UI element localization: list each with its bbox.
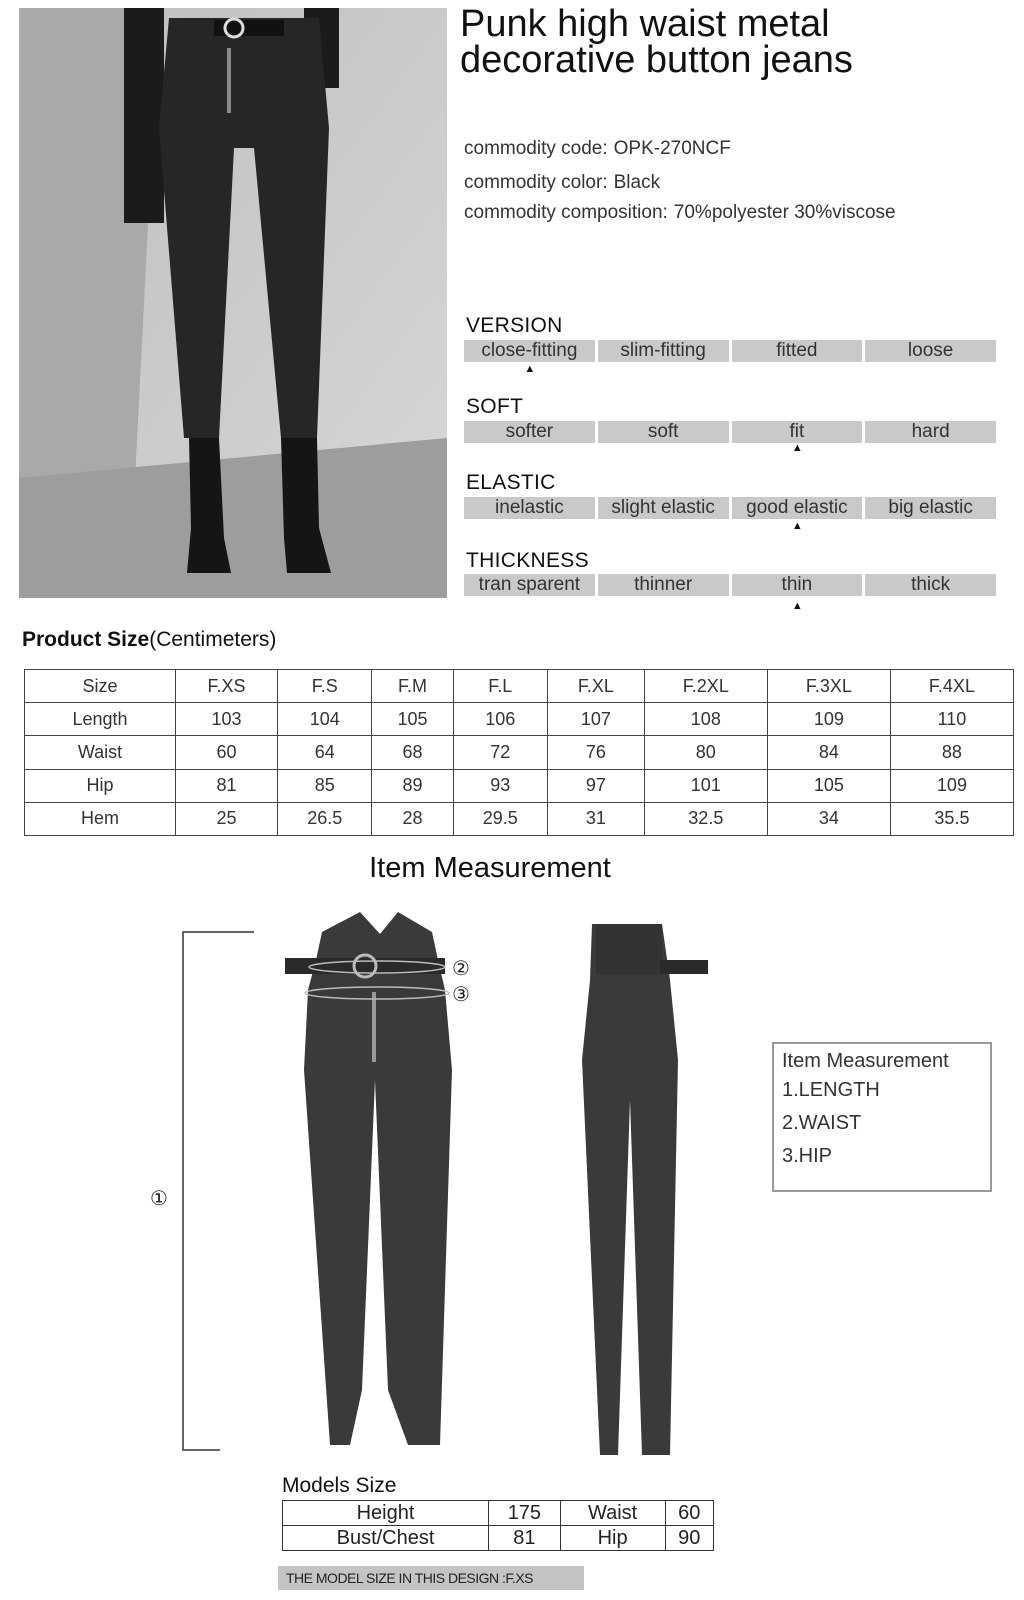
- table-cell: 108: [644, 703, 767, 736]
- table-row: [25, 670, 1014, 703]
- table-cell: 84: [767, 736, 890, 769]
- table-cell: 109: [767, 703, 890, 736]
- table-cell: 104: [278, 703, 372, 736]
- version-option: fitted: [732, 340, 863, 362]
- soft-selected-marker-icon: ▲: [791, 442, 803, 454]
- table-cell: 101: [644, 769, 767, 802]
- table-cell: 34: [767, 802, 890, 835]
- soft-scale: [464, 421, 996, 443]
- size-chart-heading-bold: Product Size: [22, 628, 150, 651]
- elastic-option: inelastic: [464, 497, 595, 519]
- commodity-code-value: OPK-270NCF: [613, 138, 731, 159]
- table-cell: 110: [890, 703, 1013, 736]
- table-cell: 60: [665, 1501, 714, 1526]
- soft-label: SOFT: [466, 395, 524, 418]
- product-photo: [19, 8, 447, 598]
- length-marker-label: ①: [150, 1188, 168, 1210]
- table-cell: 60: [176, 736, 278, 769]
- elastic-selected-marker-icon: ▲: [791, 520, 803, 532]
- table-cell: 90: [665, 1526, 714, 1551]
- table-row: [25, 703, 1014, 736]
- soft-option: softer: [464, 421, 595, 443]
- table-cell: 109: [890, 769, 1013, 802]
- table-cell: 80: [644, 736, 767, 769]
- table-cell: 32.5: [644, 802, 767, 835]
- commodity-color-label: commodity color:: [464, 172, 608, 193]
- thickness-label: THICKNESS: [466, 549, 589, 572]
- table-cell: 103: [176, 703, 278, 736]
- row-label: Length: [25, 703, 176, 736]
- table-cell: 93: [453, 769, 547, 802]
- size-header-cell: F.M: [372, 670, 453, 703]
- soft-option: soft: [598, 421, 729, 443]
- models-size-heading: Models Size: [282, 1474, 397, 1497]
- thickness-scale: [464, 574, 996, 596]
- commodity-color-value: Black: [613, 172, 661, 193]
- legend-item: 2.WAIST: [782, 1112, 862, 1134]
- table-cell: 64: [278, 736, 372, 769]
- table-cell: 105: [372, 703, 453, 736]
- table-cell: Waist: [560, 1501, 665, 1526]
- legend-item: 3.HIP: [782, 1145, 833, 1167]
- table-cell: 88: [890, 736, 1013, 769]
- thickness-selected-marker-icon: ▲: [791, 600, 803, 612]
- thickness-option: thick: [865, 574, 996, 596]
- measurement-legend: [772, 1042, 992, 1192]
- thickness-option: thin: [732, 574, 863, 596]
- table-cell: Hip: [560, 1526, 665, 1551]
- soft-option: fit: [732, 421, 863, 443]
- size-header-cell: F.XS: [176, 670, 278, 703]
- table-row: [25, 769, 1014, 802]
- version-label: VERSION: [466, 314, 563, 337]
- elastic-option: slight elastic: [598, 497, 729, 519]
- version-scale: [464, 340, 996, 362]
- size-chart-heading: [22, 628, 276, 652]
- size-header-cell: F.L: [453, 670, 547, 703]
- product-title: Punk high waist metal decorative button jeans: [460, 3, 853, 81]
- size-chart-table: [24, 669, 1014, 836]
- row-label: Hem: [25, 802, 176, 835]
- size-header-cell: F.3XL: [767, 670, 890, 703]
- legend-title: Item Measurement: [782, 1050, 949, 1072]
- hip-marker-label: ③: [452, 984, 470, 1006]
- version-option: loose: [865, 340, 996, 362]
- table-cell: Height: [283, 1501, 489, 1526]
- table-cell: 85: [278, 769, 372, 802]
- table-cell: 89: [372, 769, 453, 802]
- table-cell: Bust/Chest: [283, 1526, 489, 1551]
- table-cell: 29.5: [453, 802, 547, 835]
- table-cell: 25: [176, 802, 278, 835]
- commodity-color: [464, 172, 660, 194]
- table-cell: 35.5: [890, 802, 1013, 835]
- row-label: Hip: [25, 769, 176, 802]
- table-row: [25, 736, 1014, 769]
- size-header-cell: F.2XL: [644, 670, 767, 703]
- table-cell: 97: [547, 769, 644, 802]
- length-bracket: [183, 932, 254, 1450]
- version-option: slim-fitting: [598, 340, 729, 362]
- version-selected-marker-icon: ▲: [524, 363, 536, 375]
- table-row: [25, 802, 1014, 835]
- version-option: close-fitting: [464, 340, 595, 362]
- commodity-composition-value: 70%polyester 30%viscose: [673, 202, 896, 223]
- size-header-label: Size: [25, 670, 176, 703]
- elastic-label: ELASTIC: [466, 471, 556, 494]
- table-cell: 81: [489, 1526, 561, 1551]
- soft-option: hard: [865, 421, 996, 443]
- size-header-cell: F.S: [278, 670, 372, 703]
- commodity-composition: [464, 202, 896, 224]
- models-size-table: [282, 1500, 714, 1551]
- row-label: Waist: [25, 736, 176, 769]
- elastic-option: big elastic: [865, 497, 996, 519]
- back-jeans-illustration: [582, 924, 708, 1455]
- thickness-option: tran sparent: [464, 574, 595, 596]
- waist-marker-label: ②: [452, 958, 470, 980]
- legend-item: 1.LENGTH: [782, 1079, 880, 1101]
- model-wearing-jeans-image: [19, 8, 447, 598]
- measurement-diagram: [0, 900, 760, 1480]
- table-cell: 68: [372, 736, 453, 769]
- table-cell: 26.5: [278, 802, 372, 835]
- front-jeans-illustration: [285, 912, 452, 1445]
- thickness-option: thinner: [598, 574, 729, 596]
- size-header-cell: F.4XL: [890, 670, 1013, 703]
- commodity-code-label: commodity code:: [464, 138, 608, 159]
- elastic-scale: [464, 497, 996, 519]
- table-cell: 105: [767, 769, 890, 802]
- table-row: [283, 1501, 714, 1526]
- table-cell: 175: [489, 1501, 561, 1526]
- item-measurement-title: Item Measurement: [369, 852, 611, 884]
- commodity-code: [464, 138, 731, 160]
- table-cell: 106: [453, 703, 547, 736]
- commodity-composition-label: commodity composition:: [464, 202, 668, 223]
- model-size-note: THE MODEL SIZE IN THIS DESIGN :F.XS: [278, 1566, 584, 1590]
- elastic-option: good elastic: [732, 497, 863, 519]
- table-row: [283, 1526, 714, 1551]
- table-cell: 76: [547, 736, 644, 769]
- table-cell: 31: [547, 802, 644, 835]
- size-header-cell: F.XL: [547, 670, 644, 703]
- table-cell: 72: [453, 736, 547, 769]
- size-chart-heading-unit: (Centimeters): [149, 628, 277, 651]
- table-cell: 81: [176, 769, 278, 802]
- table-cell: 28: [372, 802, 453, 835]
- table-cell: 107: [547, 703, 644, 736]
